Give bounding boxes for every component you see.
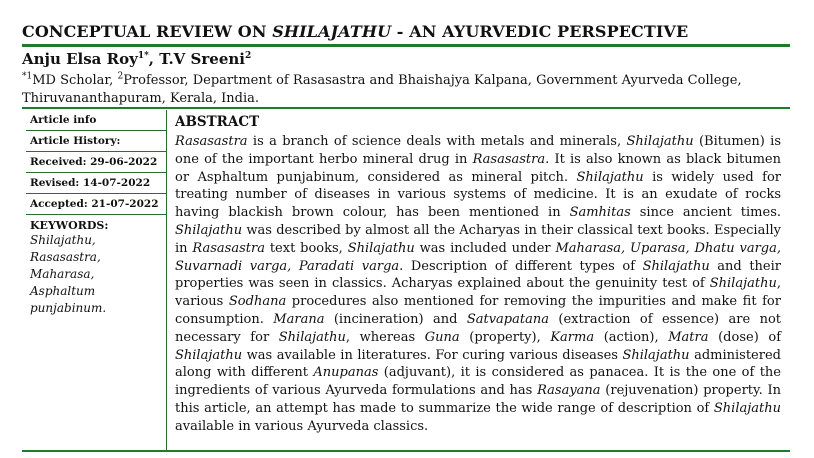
affiliation: $^{*1}$MD Scholar, $^2$Professor, Department of Rasasastra and Bhaishajya Kalpana, Government Ayurveda College, Thiruvananthapuram, Kerala, India. (22, 71, 742, 106)
revised-date: Revised: 14-07-2022 (26, 173, 166, 194)
header-divider (22, 107, 790, 109)
article-info-label: Article info (26, 110, 166, 131)
abstract-body: Rasasastra is a branch of science deals with metals and minerals, Shilajathu (Bitumen) is one of the important herbo mineral drug in Rasasastra. It is also known as black bitumen or Asphaltum punjabinum, considered as mineral pitch. Shilajathu is widely used for treating number of diseases in various systems of medicine. It is an exudate of rocks having blackish brown colour, has been mentioned in Samhitas since ancient times. Shilajathu was described by almost all the Acharyas in their classical text books. Especially in Rasasastra text books, Shilajathu was included under Maharasa, Uparasa, Dhatu varga, Suvarnadi varga, Paradati varga. Description of different types of Shilajathu and their properties was seen in classics. Acharyas explained about the genuinity test of Shilajathu, various Sodhana procedures also mentioned for removing the impurities and make fit for consumption. Marana (incineration) and Satvapatana (extraction of essence) are not necessary for Shilajathu, whereas Guna (property), Karma (action), Matra (dose) of Shilajathu was available in literatures. For curing various diseases Shilajathu administered along with different Anupanas (adjuvant), it is considered as panacea. It is the one of the ingredients of various Ayurveda formulations and has Rasayana (rejuvenation) property. In this article, an attempt has made to summarize the wide range of description of Shilajathu available in various Ayurveda classics. (175, 134, 782, 434)
article-history-label: Article History: (26, 131, 166, 152)
keyword: Asphaltum (30, 284, 96, 298)
keyword: Rasasastra, (30, 250, 101, 264)
keyword: punjabinum. (30, 301, 107, 315)
title-divider (22, 44, 790, 47)
authors: Anju Elsa Roy$^{1*}$, T.V Sreeni$^2$ (22, 50, 252, 68)
keywords-label: KEYWORDS: (30, 219, 109, 232)
abstract-heading: ABSTRACT (175, 114, 260, 130)
article-title: CONCEPTUAL REVIEW ON SHILAJATHU - AN AYURVEDIC PERSPECTIVE (22, 22, 689, 41)
keyword: Maharasa, (30, 267, 95, 281)
column-divider (166, 110, 167, 450)
received-date: Received: 29-06-2022 (26, 152, 166, 173)
footer-divider (22, 450, 790, 452)
keyword: Shilajathu, (30, 233, 96, 247)
accepted-date: Accepted: 21-07-2022 (26, 194, 166, 215)
article-info-sidebar (26, 110, 166, 317)
